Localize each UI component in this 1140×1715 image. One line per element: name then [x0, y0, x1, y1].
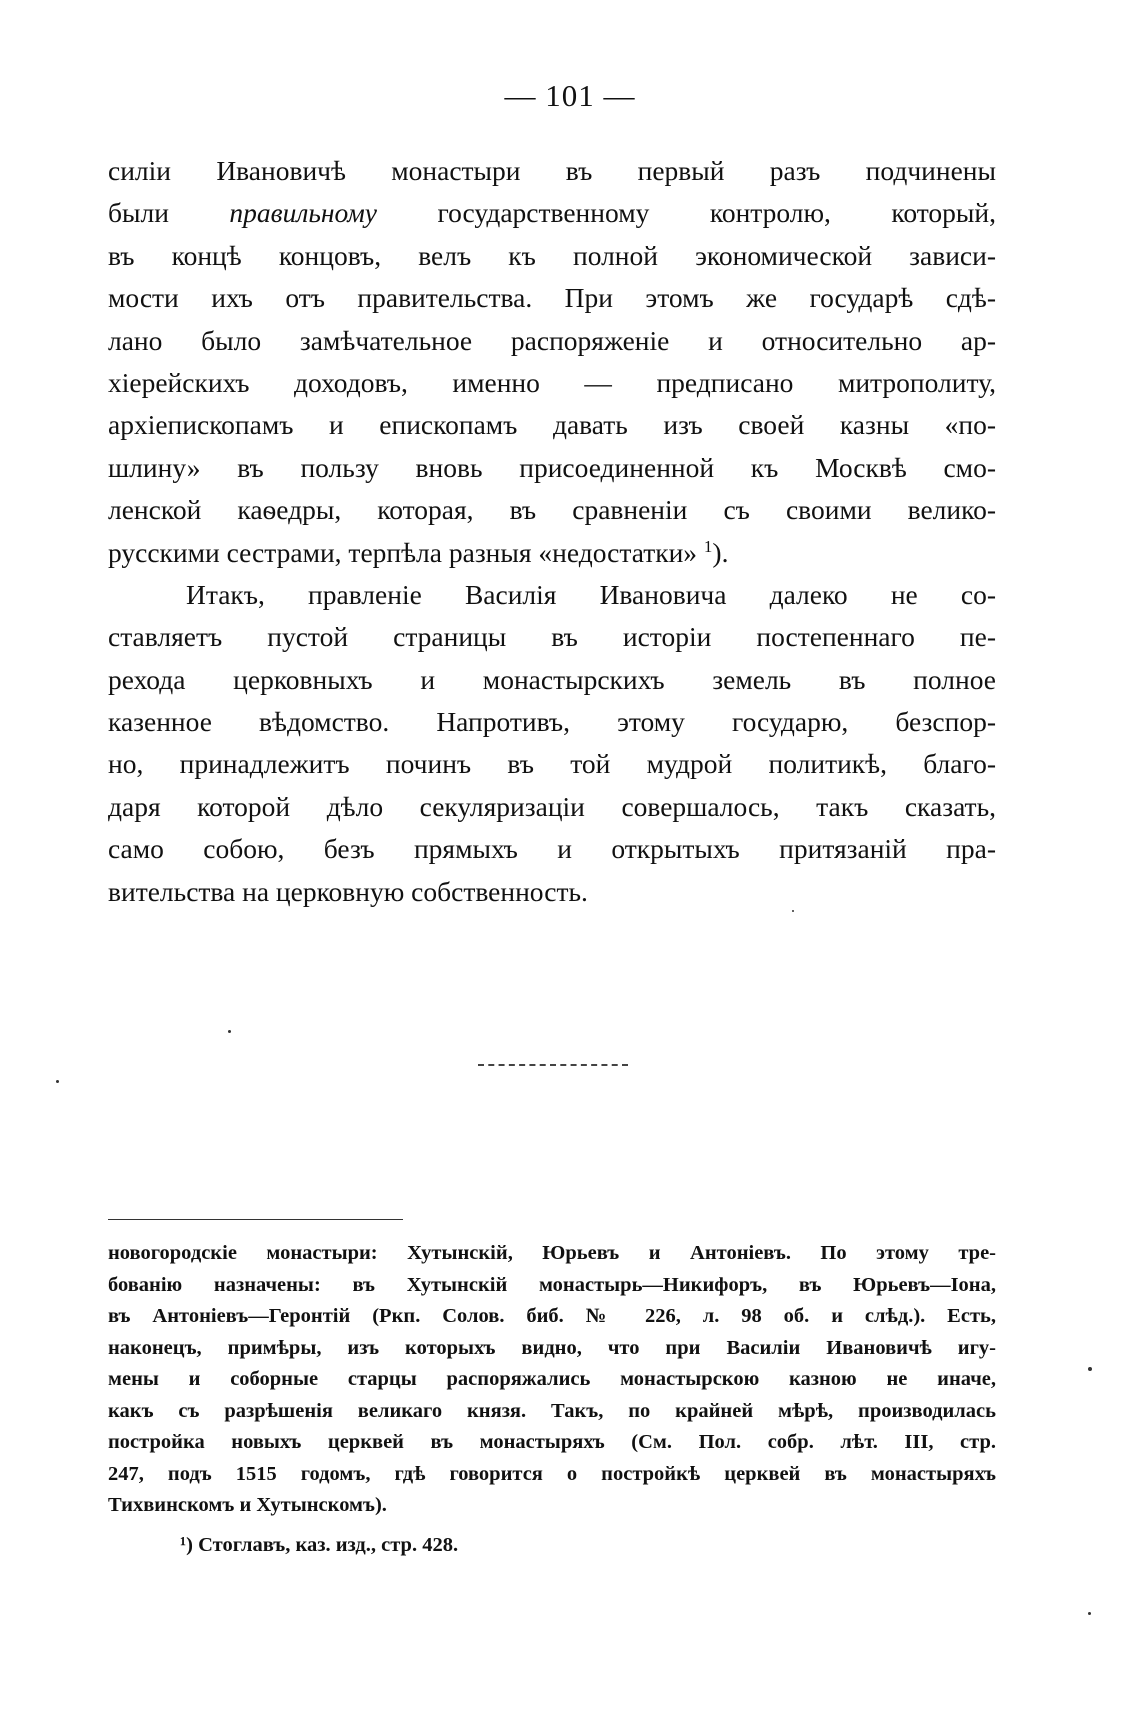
- text-line: лано было замѣчательное распоряженіе и относительно ар-: [108, 324, 996, 356]
- text-line: казенное вѣдомство. Напротивъ, этому государю, безспор-: [108, 706, 996, 738]
- footnote-1: [108, 1530, 996, 1562]
- footnote-reference: 1: [703, 536, 713, 556]
- footnote-line: Тихвинскомъ и Хутынскомъ).: [108, 1494, 387, 1516]
- text-line: само собою, безъ прямыхъ и открытыхъ притязаній пра-: [108, 833, 996, 865]
- scan-speck: [1088, 1612, 1091, 1615]
- text-line: ленской каѳедры, которая, въ сравненіи съ своими велико-: [108, 494, 996, 526]
- footnote-text: Стоглавъ, каз. изд., стр. 428.: [198, 1533, 459, 1556]
- text-line: рехода церковныхъ и монастырскихъ земель въ полное: [108, 663, 996, 695]
- text-fragment: были: [108, 197, 169, 229]
- text-fragment: ).: [712, 536, 729, 568]
- text-line: Итакъ, правленіе Василія Ивановича далеко не со-: [186, 578, 996, 610]
- text-line: въ концѣ концовъ, велъ къ полной экономической зависи-: [108, 239, 996, 271]
- text-line: силіи Ивановичѣ монастыри въ первый разъ подчинены: [108, 155, 996, 186]
- text-line: даря которой дѣло секуляризаціи совершалось, такъ сказать,: [108, 790, 996, 822]
- footnotes: [108, 1238, 996, 1561]
- italic-word: правильному: [229, 197, 377, 229]
- footnote-line: 247, подъ 1515 годомъ, гдѣ говорится о постройкѣ церквей въ монастыряхъ: [108, 1462, 996, 1485]
- text-line: [108, 532, 996, 574]
- text-line: шлину» въ пользу вновь присоединенной къ Москвѣ смо-: [108, 451, 996, 483]
- footnote-line: наконецъ, примѣры, изъ которыхъ видно, что при Василіи Ивановичѣ игу-: [108, 1336, 996, 1359]
- footnote-line: какъ съ разрѣшенія великаго князя. Такъ, по крайней мѣрѣ, производилась: [108, 1399, 996, 1422]
- footnote-line: въ Антоніевъ—Геронтій (Ркп. Солов. биб. № 226, л. 98 об. и слѣд.). Есть,: [108, 1305, 996, 1327]
- footnote-line: бованію назначены: въ Хутынскій монастырь—Никифоръ, въ Юрьевъ—Іона,: [108, 1273, 996, 1296]
- text-line: мости ихъ отъ правительства. При этомъ же государѣ сдѣ-: [108, 282, 996, 314]
- text-line: [108, 192, 996, 234]
- text-line: архіепископамъ и епископамъ давать изъ своей казны «по-: [108, 409, 996, 441]
- footnote-divider: [108, 1219, 403, 1220]
- footnote-marker: ¹): [180, 1533, 193, 1556]
- page-number: — 101 —: [504, 78, 636, 113]
- footnote-line: новогородскіе монастыри: Хутынскій, Юрьевъ и Антоніевъ. По этому тре-: [108, 1242, 996, 1264]
- footnote-line: мены и соборные старцы распоряжались монастырскою казною не иначе,: [108, 1368, 996, 1390]
- text-line: хіерейскихъ доходовъ, именно — предписано митрополиту,: [108, 366, 996, 398]
- footnote-line: постройка новыхъ церквей въ монастыряхъ (См. Пол. собр. лѣт. III, стр.: [108, 1431, 996, 1453]
- text-fragment: русскими сестрами, терпѣла разныя «недостатки»: [108, 536, 698, 568]
- section-ornament: [478, 1064, 628, 1066]
- text-fragment: государственному контролю, который,: [437, 197, 997, 229]
- main-text: [108, 150, 996, 913]
- scan-speck: [1088, 1367, 1092, 1371]
- scan-speck: [792, 910, 794, 912]
- text-line: ставляетъ пустой страницы въ исторіи постепеннаго пе-: [108, 621, 996, 653]
- scan-speck: [56, 1080, 59, 1083]
- text-line: вительства на церковную собственность.: [108, 875, 588, 907]
- scan-speck: [228, 1030, 231, 1033]
- text-line: но, принадлежитъ починъ въ той мудрой политикѣ, благо-: [108, 748, 996, 780]
